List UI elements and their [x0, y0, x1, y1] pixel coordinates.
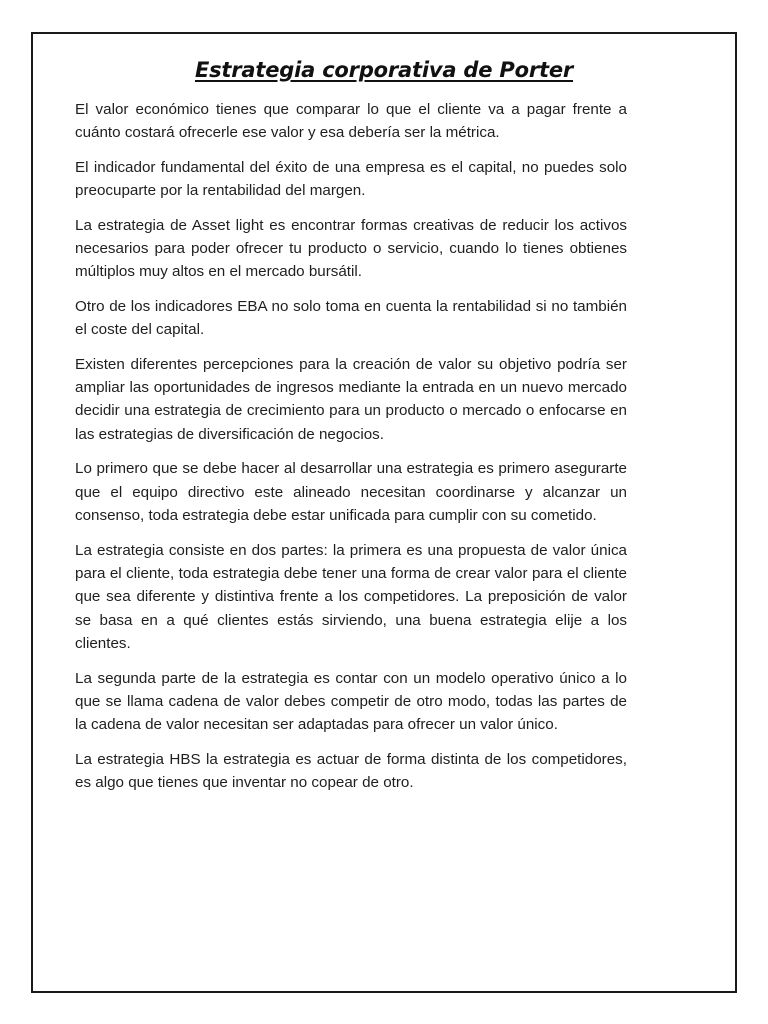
paragraph: La estrategia de Asset light es encontrar formas creativas de reducir los activos necesarios para poder ofrecer tu producto o servicio, cuando lo tienes obtienes múltiplos muy altos en el mercado bursátil. [75, 216, 627, 281]
paragraph: Existen diferentes percepciones para la creación de valor su objetivo podría ser ampliar las oportunidades de ingresos mediante la entrada en un nuevo mercado decidir una estrategia de crecimiento para un producto o mercado o enfocarse en las estrategias de diversificación de negocios. [75, 355, 627, 443]
paragraph: La estrategia consiste en dos partes: la primera es una propuesta de valor única para el cliente, toda estrategia debe tener una forma de crear valor para el cliente que sea diferente y distintiva frente a los competidores. La preposición de valor se basa en a qué clientes estás sirviendo, una buena estrategia elije a los clientes. [75, 541, 627, 653]
paragraph: La segunda parte de la estrategia es contar con un modelo operativo único a lo que se llama cadena de valor debes competir de otro modo, todas las partes de la cadena de valor necesitan ser adaptadas para ofrecer un valor único. [75, 669, 627, 734]
paragraph: La estrategia HBS la estrategia es actuar de forma distinta de los competidores, es algo que tienes que inventar no copear de otro. [75, 750, 627, 792]
document-body [75, 98, 627, 806]
paragraph: El valor económico tienes que comparar lo que el cliente va a pagar frente a cuánto costará ofrecerle ese valor y esa debería ser la métrica. [75, 101, 627, 142]
document-title: Estrategia corporativa de Porter [194, 58, 574, 82]
paragraph: Otro de los indicadores EBA no solo toma en cuenta la rentabilidad si no también el coste del capital. [75, 297, 627, 339]
paragraph: El indicador fundamental del éxito de una empresa es el capital, no puedes solo preocuparte por la rentabilidad del margen. [75, 158, 627, 200]
paragraph: Lo primero que se debe hacer al desarrollar una estrategia es primero asegurarte que el equipo directivo este alineado necesitan coordinarse y alcanzar un consenso, toda estrategia debe estar unificada para cumplir con su cometido. [75, 460, 627, 525]
